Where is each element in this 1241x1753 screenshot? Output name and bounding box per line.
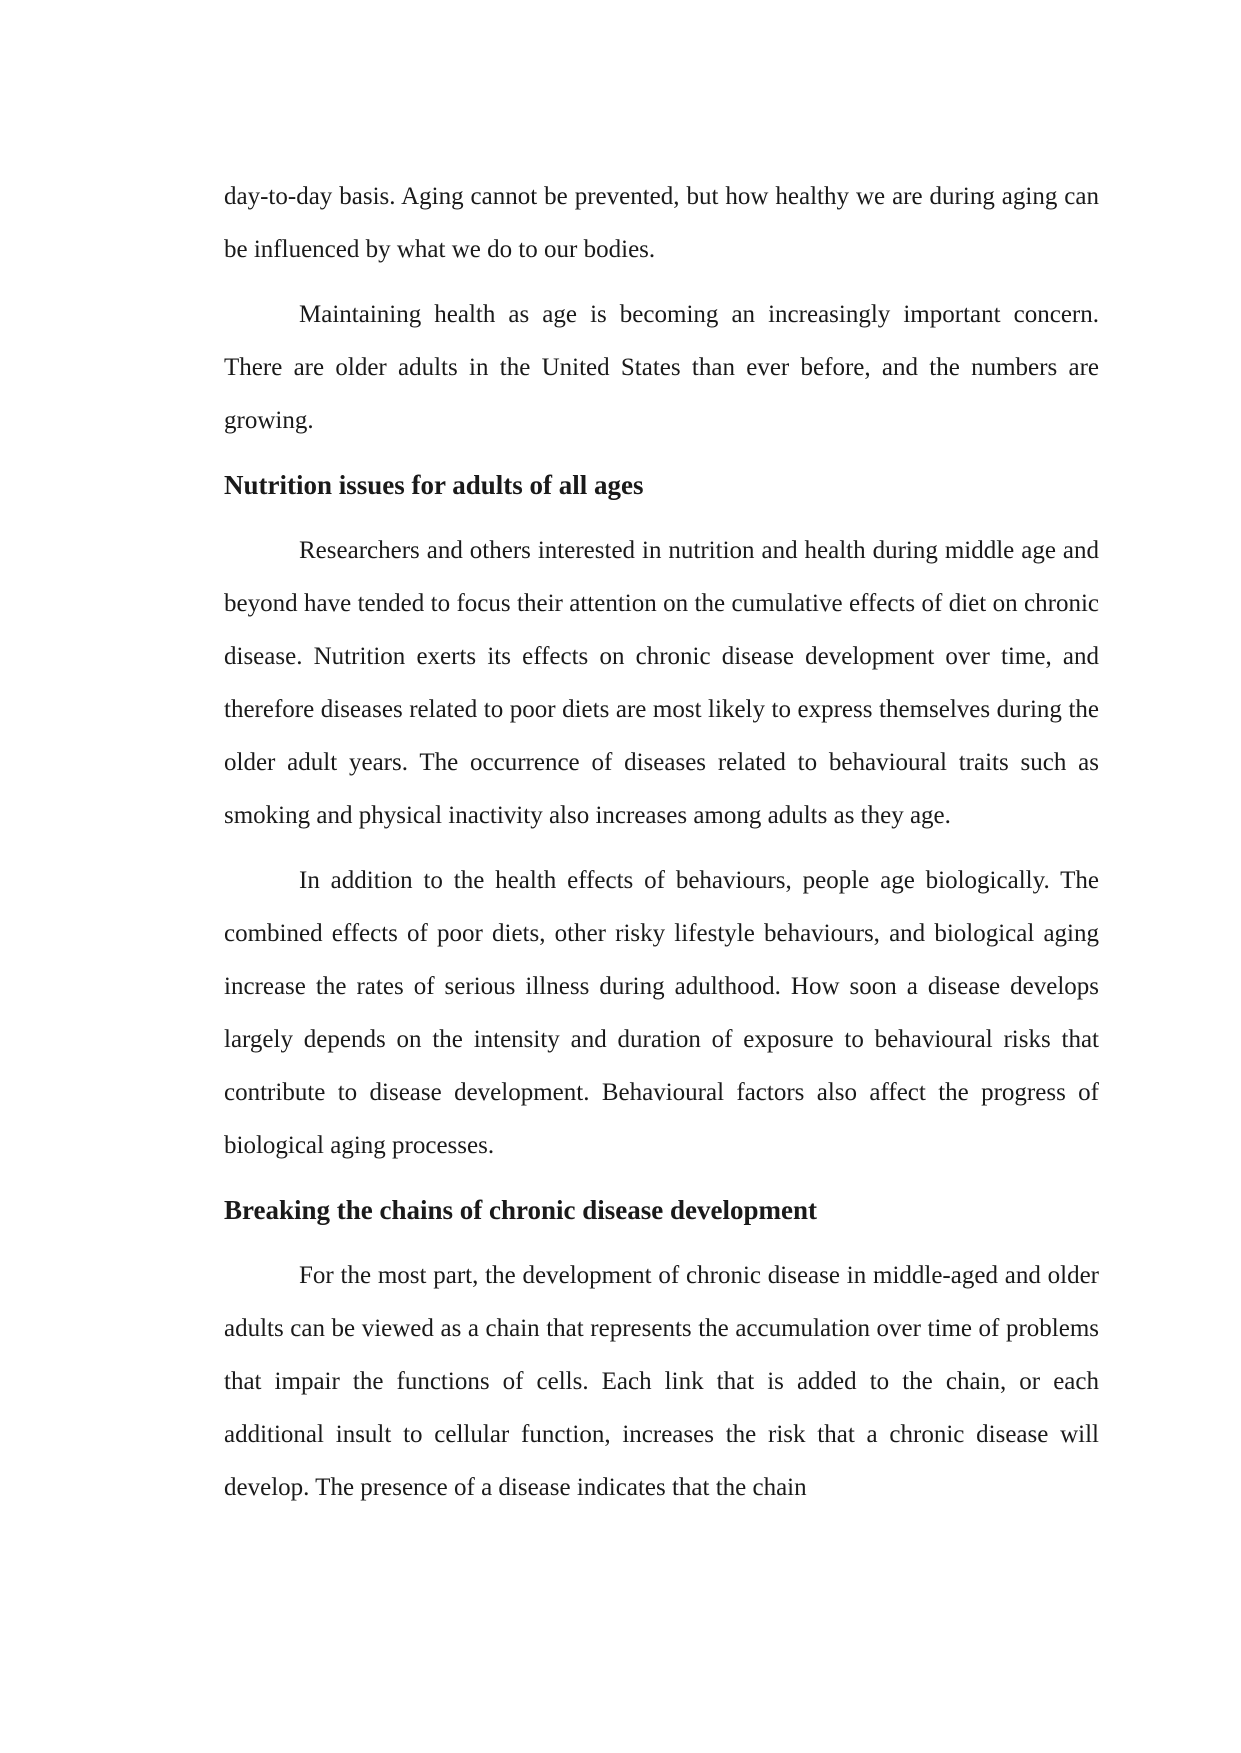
paragraph-chronic-disease-chain: For the most part, the development of chronic disease in middle-aged and older adults can be viewed as a chain that represents the accumulation over time of problems that impair the functions of cells. Each link that is added to the chain, or each additional insult to cellular function, increases the risk that a chronic disease will develop. The presence of a disease indicates that the chain	[224, 1262, 1099, 1501]
section-heading-breaking-chains: Breaking the chains of chronic disease development	[224, 1195, 818, 1225]
page-body	[224, 170, 1099, 1526]
section-heading-nutrition-issues: Nutrition issues for adults of all ages	[224, 470, 644, 500]
paragraph-continuation: day-to-day basis. Aging cannot be prevented, but how healthy we are during aging can be influenced by what we do to our bodies.	[224, 183, 1099, 263]
paragraph-researchers: Researchers and others interested in nutrition and health during middle age and beyond have tended to focus their attention on the cumulative effects of diet on chronic disease. Nutrition exerts its effects on chronic disease development over time, and therefore diseases related to poor diets are most likely to express themselves during the older adult years. The occurrence of diseases related to behavioural traits such as smoking and physical inactivity also increases among adults as they age.	[224, 537, 1099, 829]
paragraph-health-effects: In addition to the health effects of behaviours, people age biologically. The combined effects of poor diets, other risky lifestyle behaviours, and biological aging increase the rates of serious illness during adulthood. How soon a disease develops largely depends on the intensity and duration of exposure to behavioural risks that contribute to disease development. Behavioural factors also affect the progress of biological aging processes.	[224, 867, 1099, 1159]
paragraph-maintaining-health: Maintaining health as age is becoming an increasingly important concern. There are older adults in the United States than ever before, and the numbers are growing.	[224, 301, 1099, 434]
